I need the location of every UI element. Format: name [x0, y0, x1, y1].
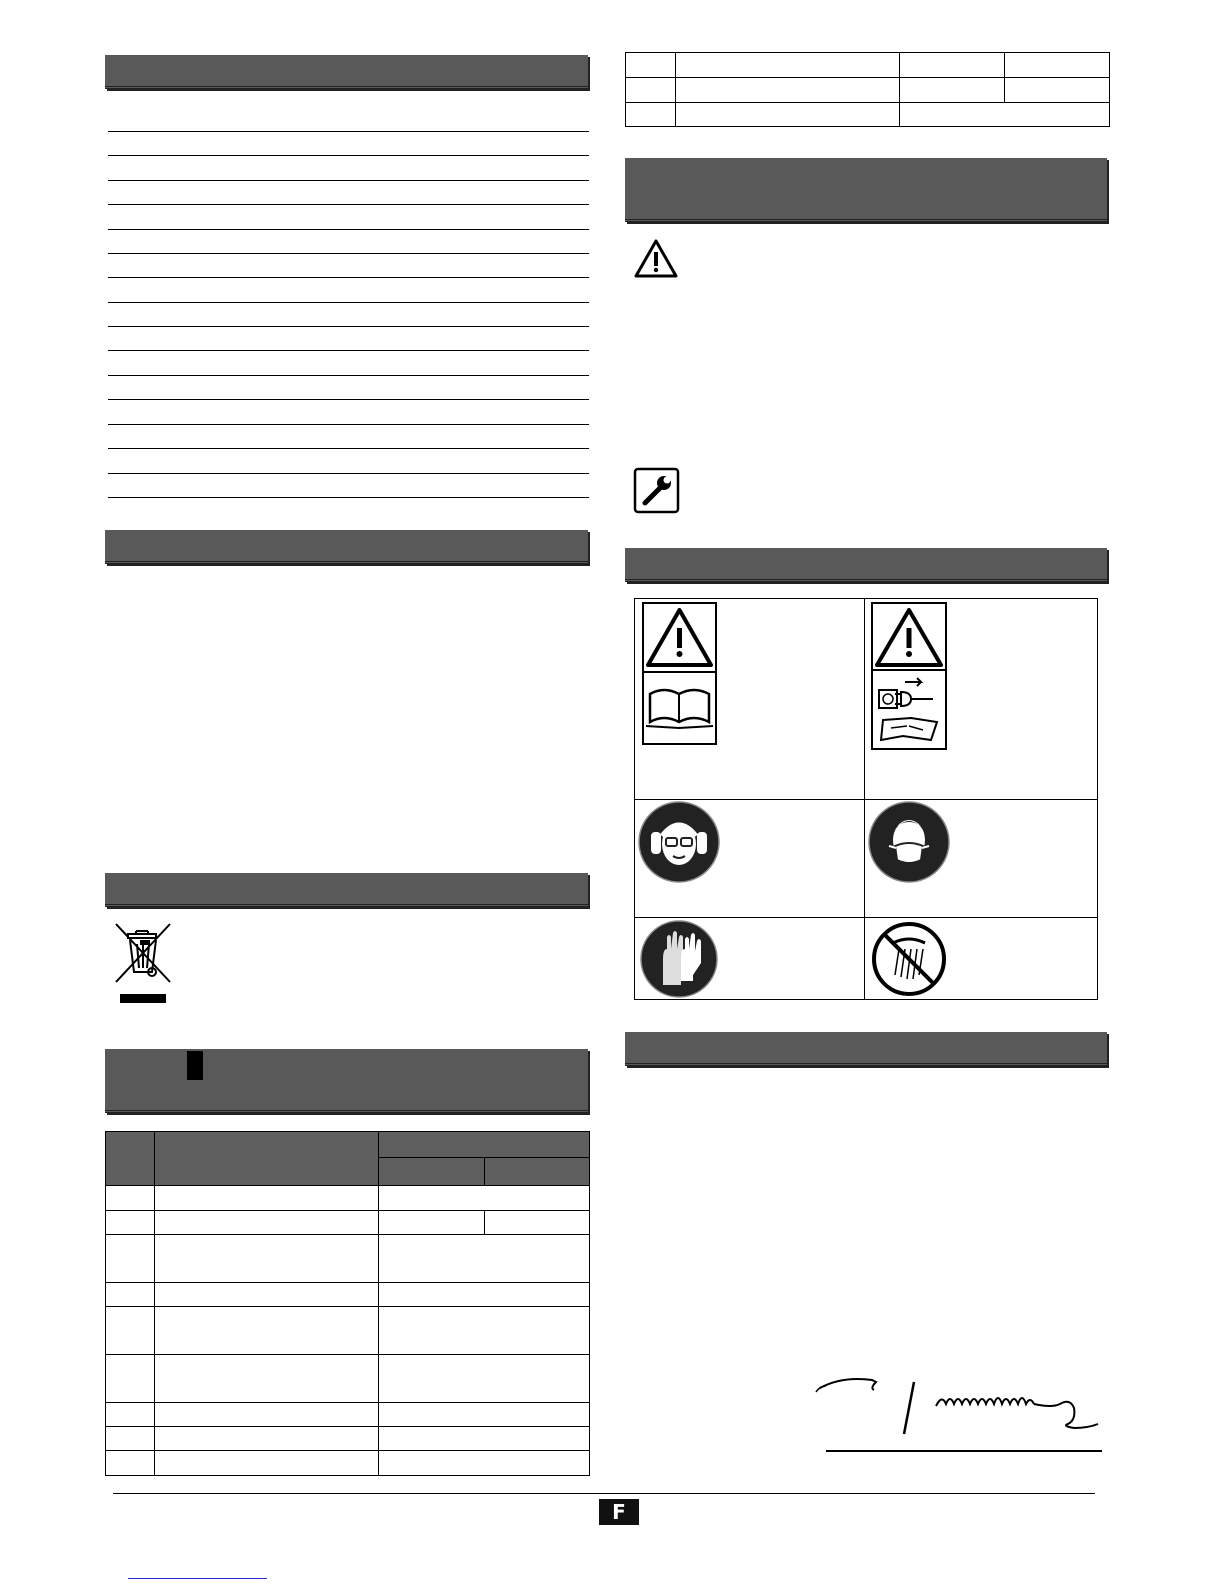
rule-line: [108, 277, 589, 278]
table-cell: [155, 1186, 379, 1211]
table-cell: [106, 1355, 155, 1403]
section-header-4: [105, 1049, 588, 1113]
table-cell: [626, 103, 676, 127]
rule-line: [108, 497, 589, 498]
link-underline[interactable]: [128, 1578, 267, 1579]
table-cell: [379, 1211, 485, 1235]
crossed-bin-icon: [112, 922, 174, 1006]
table-header-cell: [379, 1132, 590, 1158]
header-marker: [187, 1051, 203, 1080]
table-cell: [106, 1235, 155, 1283]
table-cell: [155, 1427, 379, 1451]
language-badge: F: [599, 1499, 639, 1525]
table-cell: [379, 1355, 590, 1403]
table-cell: [676, 53, 900, 78]
table-cell: [900, 78, 1005, 103]
table-cell: [106, 1403, 155, 1427]
rule-line: [108, 424, 589, 425]
table-header-cell: [485, 1158, 590, 1186]
section-header-6: [625, 548, 1107, 582]
table-cell: [379, 1403, 590, 1427]
rule-line: [108, 229, 589, 230]
table-cell: [155, 1451, 379, 1476]
table-cell: [106, 1211, 155, 1235]
section-header-5: [625, 158, 1107, 222]
wrench-icon: [633, 467, 680, 514]
table-cell: [379, 1235, 590, 1283]
rule-line: [108, 180, 589, 181]
no-rain-icon: [869, 919, 949, 999]
rule-line: [108, 473, 589, 474]
warning-triangle-icon: [633, 238, 679, 280]
table-cell: [900, 103, 1110, 127]
table-cell: [900, 53, 1005, 78]
table-cell: [379, 1307, 590, 1355]
read-manual-icon: [642, 602, 717, 745]
table-cell: [155, 1235, 379, 1283]
table-cell: [379, 1451, 590, 1476]
table-cell: [106, 1427, 155, 1451]
gloves-icon: [637, 919, 721, 999]
table-cell: [106, 1283, 155, 1307]
table-cell: [106, 1307, 155, 1355]
technical-data-table: [105, 1131, 590, 1476]
table-cell: [155, 1211, 379, 1235]
section-header-2: [105, 530, 588, 564]
signature: [812, 1368, 1104, 1454]
table-header-cell: [155, 1132, 379, 1186]
section-header-3: [105, 873, 588, 907]
table-cell: [155, 1283, 379, 1307]
table-cell: [106, 1186, 155, 1211]
safety-symbols-grid: [634, 598, 1098, 1000]
footer-rule: [113, 1493, 1095, 1494]
rule-line: [108, 350, 589, 351]
table-cell: [155, 1355, 379, 1403]
table-cell: [1005, 78, 1110, 103]
rule-line: [108, 253, 589, 254]
rule-line: [108, 155, 589, 156]
rule-line: [108, 131, 589, 132]
table-cell: [379, 1186, 590, 1211]
unplug-before-service-icon: [871, 602, 947, 750]
technical-data-table-continued: [625, 52, 1110, 127]
rule-line: [108, 399, 589, 400]
rule-line: [108, 302, 589, 303]
rule-line: [108, 326, 589, 327]
rule-line: [108, 375, 589, 376]
table-cell: [676, 103, 900, 127]
ear-and-eye-protection-icon: [637, 800, 721, 884]
section-header-1: [105, 55, 588, 89]
table-header-cell: [106, 1132, 155, 1186]
rule-line: [108, 448, 589, 449]
table-header-cell: [379, 1158, 485, 1186]
table-cell: [379, 1427, 590, 1451]
table-cell: [485, 1211, 590, 1235]
table-cell: [155, 1403, 379, 1427]
table-cell: [626, 78, 676, 103]
section-header-7: [625, 1032, 1107, 1066]
dust-mask-icon: [867, 800, 951, 884]
table-cell: [676, 78, 900, 103]
table-cell: [106, 1451, 155, 1476]
table-cell: [155, 1307, 379, 1355]
rule-line: [108, 204, 589, 205]
grid-row-divider: [635, 917, 1097, 918]
table-cell: [626, 53, 676, 78]
table-cell: [1005, 53, 1110, 78]
table-cell: [379, 1283, 590, 1307]
